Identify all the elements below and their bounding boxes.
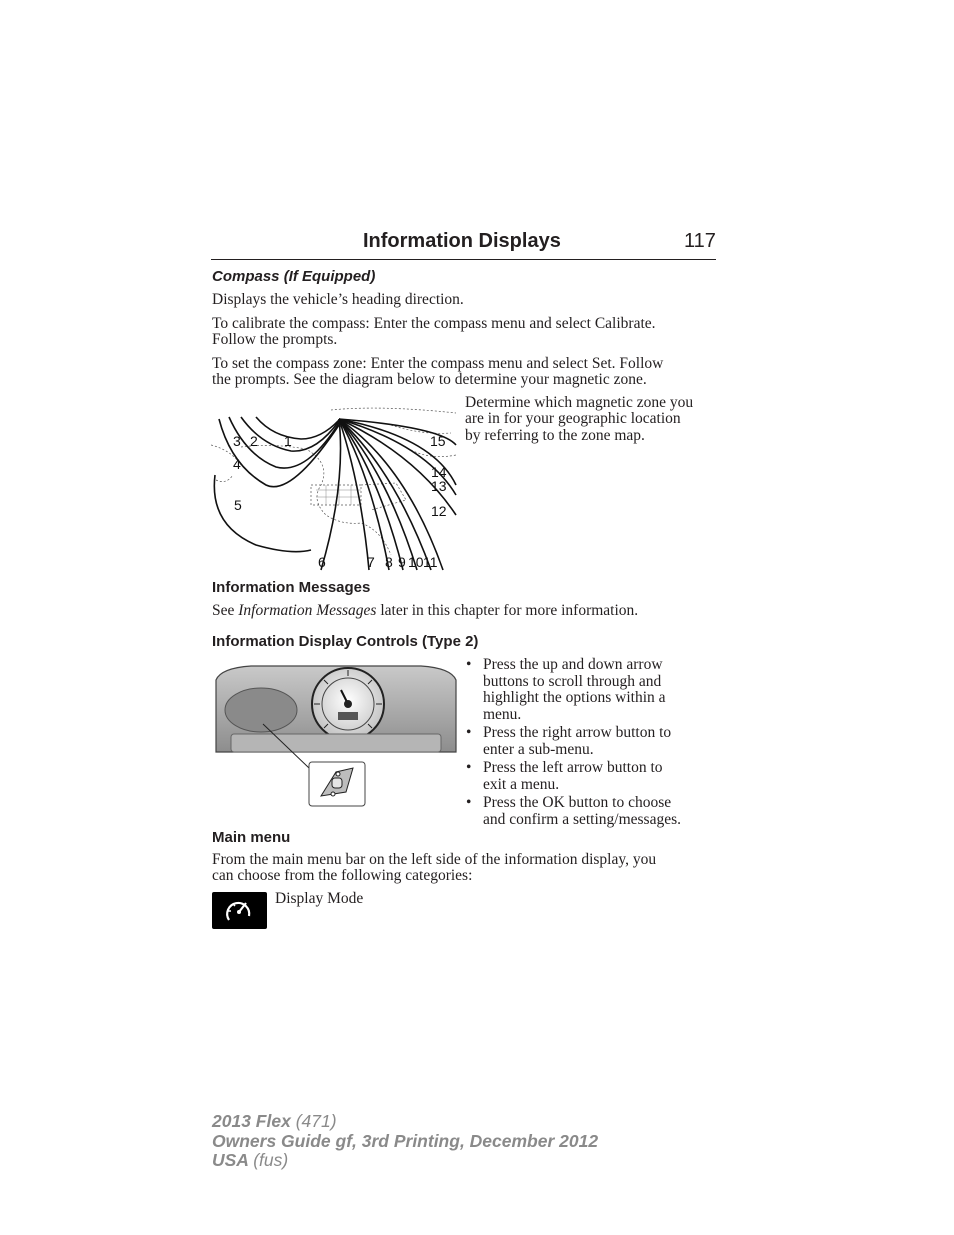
controls-bullet-list [466,657,716,830]
information-messages-reference: Information Messages [238,602,377,619]
zone-label-2: 2 [250,433,258,449]
gauge-icon [212,892,267,929]
information-messages-paragraph [212,603,638,620]
zone-label-6: 6 [318,554,326,570]
display-controls-heading: Information Display Controls (Type 2) [212,633,479,650]
zone-text-line-3: by referring to the zone map. [465,427,645,444]
instrument-cluster-illustration [211,660,461,810]
zone-label-11: 11 [423,554,438,570]
footer-model-line: 2013 Flex (471) [212,1111,337,1131]
zone-label-15: 15 [430,433,446,449]
zone-label-5: 5 [234,497,242,513]
zone-text-line-1: Determine which magnetic zone you [465,394,694,411]
zone-label-10: 10 [408,554,424,570]
information-messages-heading: Information Messages [212,579,371,596]
chapter-title: Information Displays [363,230,561,252]
main-menu-paragraph-line-2: can choose from the following categories: [212,867,473,884]
magnetic-zone-map [211,405,459,573]
compass-paragraph-3-line-1: To set the compass zone: Enter the compass menu and select Set. Follow [212,355,664,372]
compass-paragraph-3-line-2: the prompts. See the diagram below to determine your magnetic zone. [212,371,647,388]
reference-rest-text: later in this chapter for more information. [380,602,639,619]
bullet-item-ok-button: • Press the OK button to choose and confirm a setting/messages. [466,795,716,828]
compass-paragraph-1: Displays the vehicle’s heading direction. [212,291,464,308]
zone-label-1: 1 [284,433,292,449]
zone-label-12: 12 [431,503,447,519]
compass-heading: Compass (If Equipped) [212,268,376,285]
zone-label-4: 4 [233,456,241,472]
compass-paragraph-2-line-1: To calibrate the compass: Enter the compass menu and select Calibrate. [212,315,656,332]
see-text: See [212,602,235,619]
page-number: 117 [684,230,716,252]
main-menu-heading: Main menu [212,829,291,846]
header-divider [211,259,716,260]
footer-market-line: USA (fus) [212,1150,289,1170]
zone-label-8: 8 [385,554,393,570]
zone-label-13: 13 [431,478,447,494]
bullet-item-left-arrow: • Press the left arrow button to exit a menu. [466,760,716,793]
zone-label-7: 7 [367,554,375,570]
bullet-item-scroll: • Press the up and down arrow buttons to scroll through and highlight the options within a menu. [466,657,716,723]
bullet-item-right-arrow: • Press the right arrow button to enter a sub-menu. [466,725,716,758]
compass-paragraph-2-line-2: Follow the prompts. [212,331,338,348]
zone-label-14: 14 [431,464,447,480]
display-mode-label: Display Mode [275,890,364,907]
main-menu-paragraph-line-1: From the main menu bar on the left side of the information display, you [212,851,657,868]
zone-label-3: 3 [233,433,241,449]
zone-text-line-2: are in for your geographic location [465,410,681,427]
zone-label-9: 9 [398,554,406,570]
footer-guide-line: Owners Guide gf, 3rd Printing, December 2012 [212,1131,599,1151]
